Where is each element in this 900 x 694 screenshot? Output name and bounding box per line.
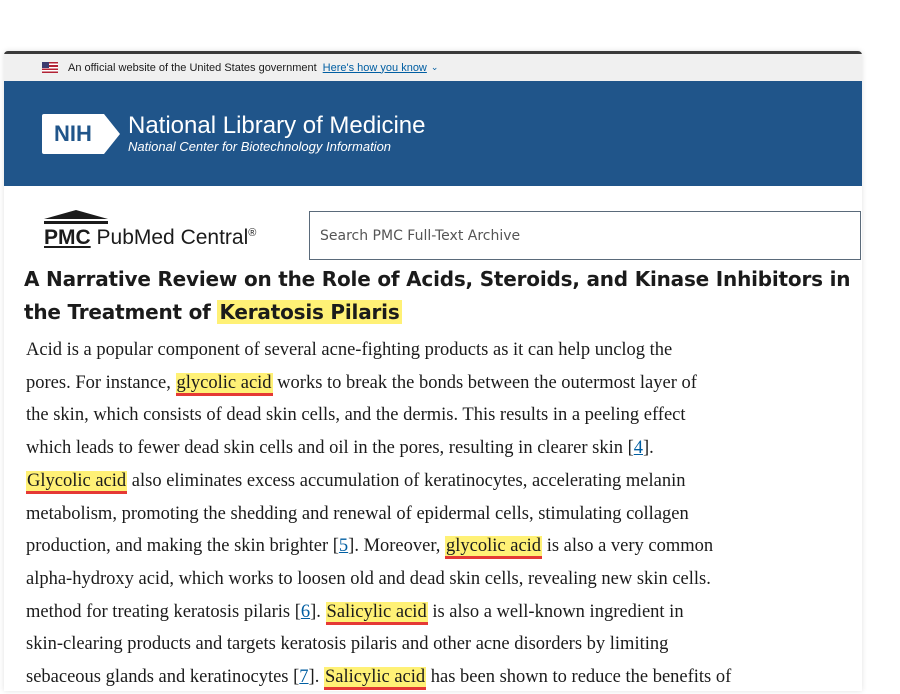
gov-banner-text: An official website of the United States government <box>68 61 317 74</box>
body-text-segment: works to break the bonds between the outermost layer of <box>272 372 697 393</box>
body-text-segment: skin-clearing products and targets keratosis pilaris and other acne disorders by limiting <box>26 634 669 655</box>
body-text-segment: production, and making the skin brighter [ <box>26 536 339 557</box>
article-body <box>26 334 862 694</box>
reference-link[interactable]: 5 <box>338 536 349 557</box>
body-text-segment: has been shown to reduce the benefits of <box>426 667 732 688</box>
body-text-segment: the skin, which consists of dead skin cells, and the dermis. This results in a peeling effect <box>26 405 686 426</box>
body-text-segment: ]. <box>643 438 654 459</box>
body-text-segment: ]. <box>310 601 326 622</box>
body-text-segment: ]. Moreover, <box>348 536 446 557</box>
highlighted-term: glycolic acid <box>176 373 273 396</box>
chevron-down-icon[interactable]: ⌄ <box>430 62 439 72</box>
nlm-title: National Library of Medicine <box>128 111 426 139</box>
heres-how-you-know-link[interactable]: Here's how you know <box>322 61 427 74</box>
body-line <box>26 334 862 367</box>
pmc-logo[interactable] <box>44 210 256 250</box>
body-line <box>26 498 862 531</box>
body-line <box>26 596 862 629</box>
highlighted-term: Salicylic acid <box>326 602 428 625</box>
article-title-text: A Narrative Review on the Role of Acids, Steroids, and Kinase Inhibitors in the Treatment of <box>24 267 851 324</box>
pmc-building-icon <box>44 210 108 219</box>
body-text-segment: which leads to fewer dead skin cells and oil in the pores, resulting in clearer skin [ <box>26 438 634 459</box>
body-line <box>26 628 862 661</box>
nlm-subtitle: National Center for Biotechnology Information <box>128 138 392 154</box>
pmc-row <box>4 186 862 266</box>
article-title <box>24 263 864 329</box>
nih-arrow-icon <box>104 114 120 154</box>
gov-banner <box>4 54 862 81</box>
body-line <box>26 465 862 498</box>
pmc-wordmark <box>44 226 256 250</box>
us-flag-icon <box>42 62 58 73</box>
reference-link[interactable]: 6 <box>300 601 311 622</box>
highlighted-term: Salicylic acid <box>324 667 426 690</box>
reference-link[interactable]: 7 <box>299 667 309 688</box>
pmc-name: PubMed Central <box>96 226 249 249</box>
body-text-segment: also eliminates excess accumulation of keratinocytes, accelerating melanin <box>127 470 686 491</box>
article-title-highlight: Keratosis Pilaris <box>219 300 400 324</box>
body-text-segment: ]. <box>308 667 324 688</box>
body-text-segment: pores. For instance, <box>26 372 176 393</box>
body-text-segment: is also a well-known ingredient in <box>427 601 684 622</box>
body-line <box>26 432 862 465</box>
body-line <box>26 367 862 400</box>
body-line <box>26 661 862 694</box>
reference-link[interactable]: 4 <box>633 438 643 459</box>
highlighted-term: glycolic acid <box>445 536 542 559</box>
body-line <box>26 530 862 563</box>
pmc-abbr: PMC <box>44 226 91 249</box>
highlighted-term: Glycolic acid <box>26 471 127 494</box>
pmc-search-input[interactable] <box>309 211 861 260</box>
body-text-segment: method for treating keratosis pilaris [ <box>26 601 301 622</box>
nlm-title-block[interactable] <box>128 113 425 155</box>
body-text-segment: metabolism, promoting the shedding and renewal of epidermal cells, stimulating collagen <box>26 503 689 524</box>
body-line <box>26 399 862 432</box>
body-text-segment: sebaceous glands and keratinocytes [ <box>26 667 300 688</box>
body-text-segment: alpha-hydroxy acid, which works to loosen old and dead skin cells, revealing new skin cells. <box>26 568 711 589</box>
pmc-registered-mark: ® <box>248 227 257 239</box>
nih-logo-box: NIH <box>42 114 104 154</box>
pmc-building-bar <box>44 221 108 224</box>
nlm-header <box>4 81 862 186</box>
body-text-segment: is also a very common <box>542 536 714 557</box>
nih-logo[interactable] <box>42 114 128 154</box>
body-text-segment: Acid is a popular component of several acne-fighting products as it can help unclog the <box>26 340 673 360</box>
body-line <box>26 563 862 596</box>
